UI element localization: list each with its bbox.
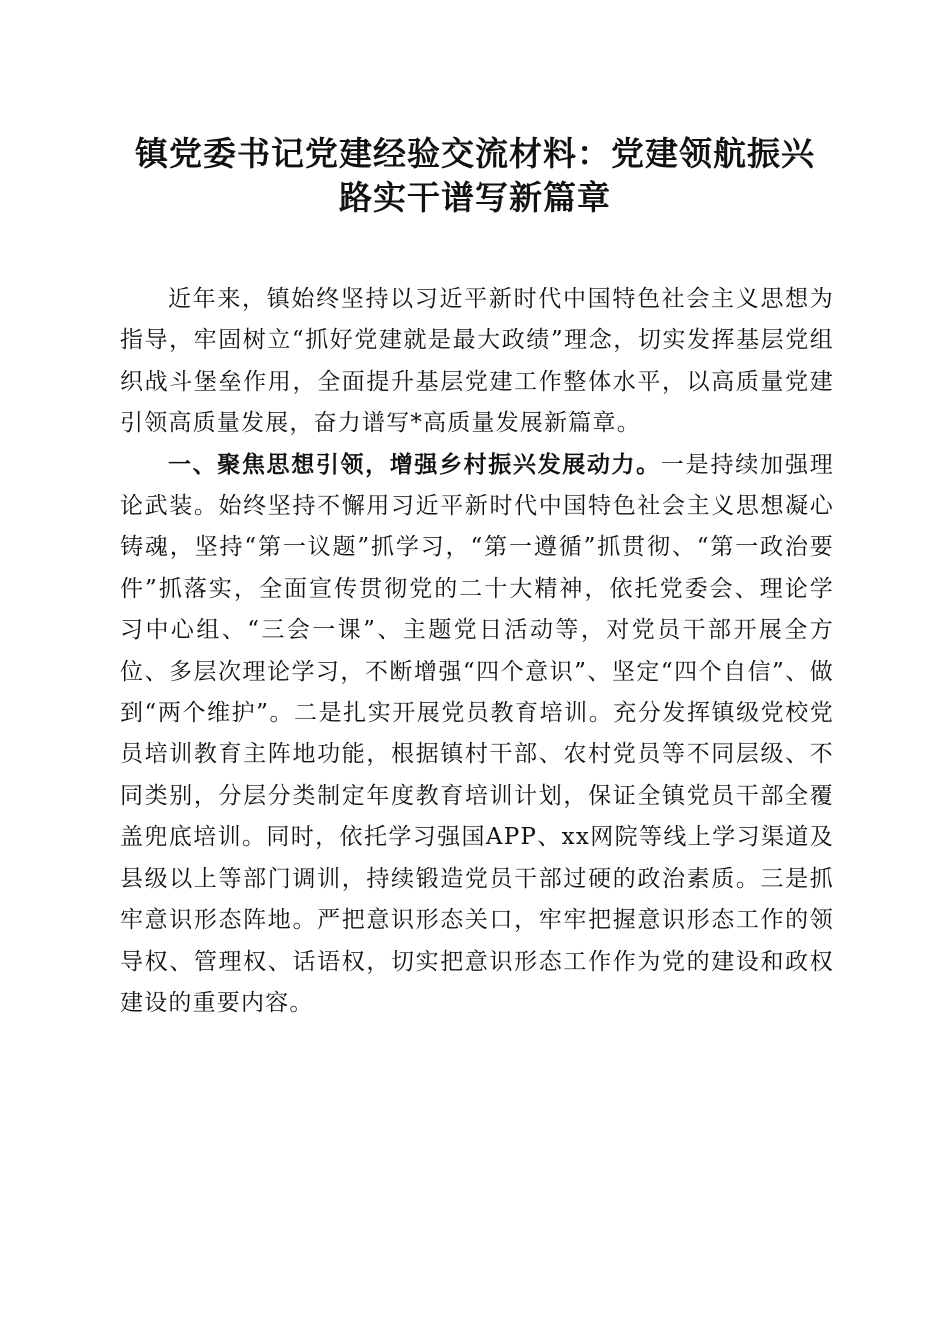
- section-1-paragraph: [120, 445, 834, 1025]
- title-line-1: 镇党委书记党建经验交流材料：党建领航振兴: [135, 134, 815, 173]
- section-1-heading: 一、聚焦思想引领，增强乡村振兴发展动力。: [168, 451, 661, 478]
- title-line-2: 路实干谱写新篇章: [339, 178, 611, 217]
- intro-paragraph: 近年来，镇始终坚持以习近平新时代中国特色社会主义思想为指导，牢固树立“抓好党建就是最大政绩”理念，切实发挥基层党组织战斗堡垒作用，全面提升基层党建工作整体水平，以高质量党建引领高质量发展，奋力谱写*高质量发展新篇章。: [120, 286, 834, 437]
- document-body: [120, 279, 834, 1024]
- section-1-body: 一是持续加强理论武装。始终坚持不懈用习近平新时代中国特色社会主义思想凝心铸魂，坚持“第一议题”抓学习，“第一遵循”抓贯彻、“第一政治要件”抓落实，全面宣传贯彻党的二十大精神，依托党委会、理论学习中心组、“三会一课”、主题党日活动等，对党员干部开展全方位、多层次理论学习，不断增强“四个意识”、坚定“四个自信”、做到“两个维护”。二是扎实开展党员教育培训。充分发挥镇级党校党员培训教育主阵地功能，根据镇村干部、农村党员等不同层级、不同类别，分层分类制定年度教育培训计划，保证全镇党员干部全覆盖兜底培训。同时，依托学习强国APP、xx网院等线上学习渠道及县级以上等部门调训，持续锻造党员干部过硬的政治素质。三是抓牢意识形态阵地。严把意识形态关口，牢牢把握意识形态工作的领导权、管理权、话语权，切实把意识形态工作作为党的建设和政权建设的重要内容。: [120, 451, 834, 1016]
- document-title: [100, 132, 850, 220]
